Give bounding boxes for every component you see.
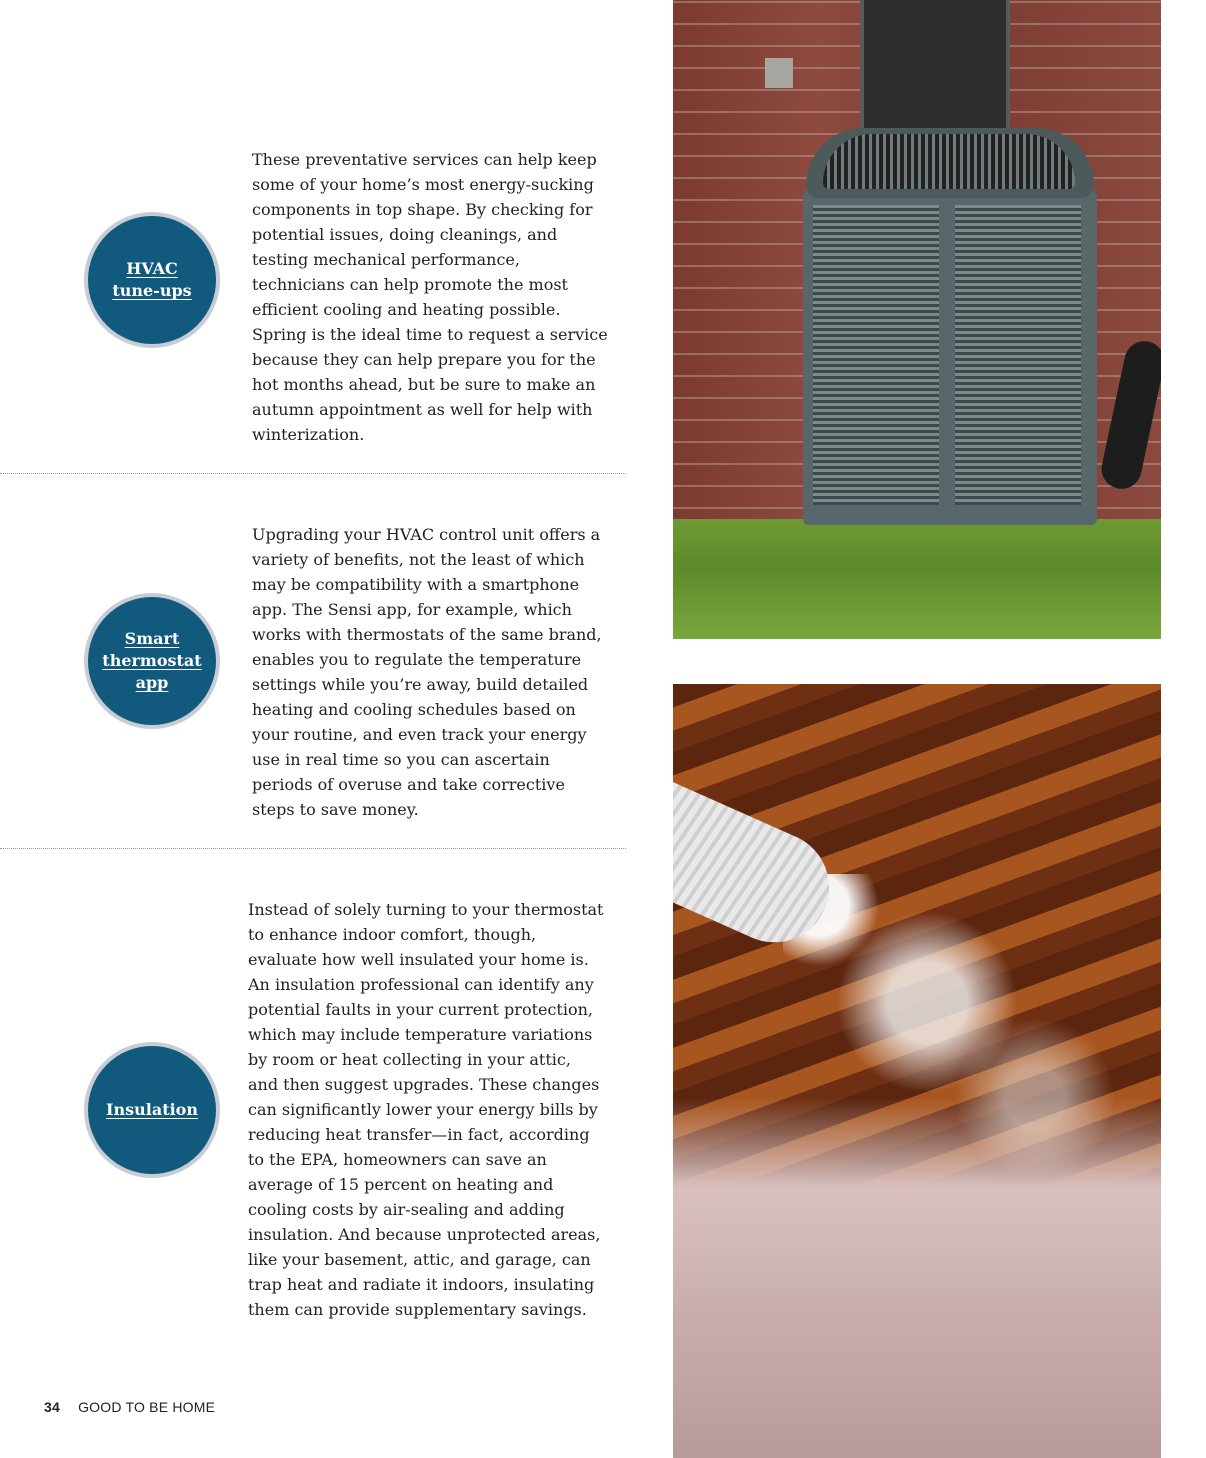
pipe-shape (1098, 337, 1161, 492)
wall-vent-shape (765, 58, 793, 88)
smart-thermostat-app-link[interactable]: Smart thermostat app (102, 629, 202, 692)
section-divider (0, 473, 626, 474)
ac-fins-shape (813, 205, 939, 505)
insulation-badge[interactable] (84, 1042, 220, 1178)
hvac-tune-ups-text: These preventative services can help keep some of your home’s most energy-sucking components in top shape. By checking for potential issues, doing cleanings, and testing mechanical performance, technicians can help promote the most efficient cooling and heating possible. Spring is the ideal time to request a service because they can help prepare you for the hot months ahead, but be sure to make an autumn appointment as well for help with winterization. (252, 150, 608, 444)
insulation-link[interactable]: Insulation (106, 1100, 198, 1119)
insulation-spray-shape (783, 874, 1143, 1194)
section-divider (0, 848, 626, 849)
hvac-tune-ups-badge[interactable] (84, 212, 220, 348)
grass-shape (673, 519, 1161, 639)
page-number: 34 (44, 1399, 60, 1415)
page-footer (44, 1399, 215, 1415)
insulation-photo (673, 684, 1161, 1458)
ac-unit-photo (673, 0, 1161, 639)
insulation-text: Instead of solely turning to your thermostat to enhance indoor comfort, though, evaluate how well insulated your home is. An insulation professional can identify any potential faults in your current protection, which may include temperature variations by room or heat collecting in your attic, and then suggest upgrades. These changes can significantly lower your energy bills by reducing heat transfer—in fact, according to the EPA, homeowners can save an average of 15 percent on heating and cooling costs by air-sealing and adding insulation. And because unprotected areas, like your basement, attic, and garage, can trap heat and radiate it indoors, insulating them can provide supplementary savings. (248, 900, 604, 1319)
publication-name: GOOD TO BE HOME (78, 1399, 216, 1415)
hvac-tune-ups-link[interactable]: HVAC tune-ups (112, 259, 192, 300)
ac-grille-shape (823, 134, 1075, 189)
smart-thermostat-app-badge[interactable] (84, 593, 220, 729)
smart-thermostat-app-text: Upgrading your HVAC control unit offers a variety of benefits, not the least of which may be compatibility with a smartphone app. The Sensi app, for example, which works with thermostats of the same brand, enables you to regulate the temperature settings while you’re away, build detailed heating and cooling schedules based on your routine, and even track your energy use in real time so you can ascertain periods of overuse and take corrective steps to save money. (252, 525, 602, 819)
ac-fins-shape (955, 205, 1081, 505)
